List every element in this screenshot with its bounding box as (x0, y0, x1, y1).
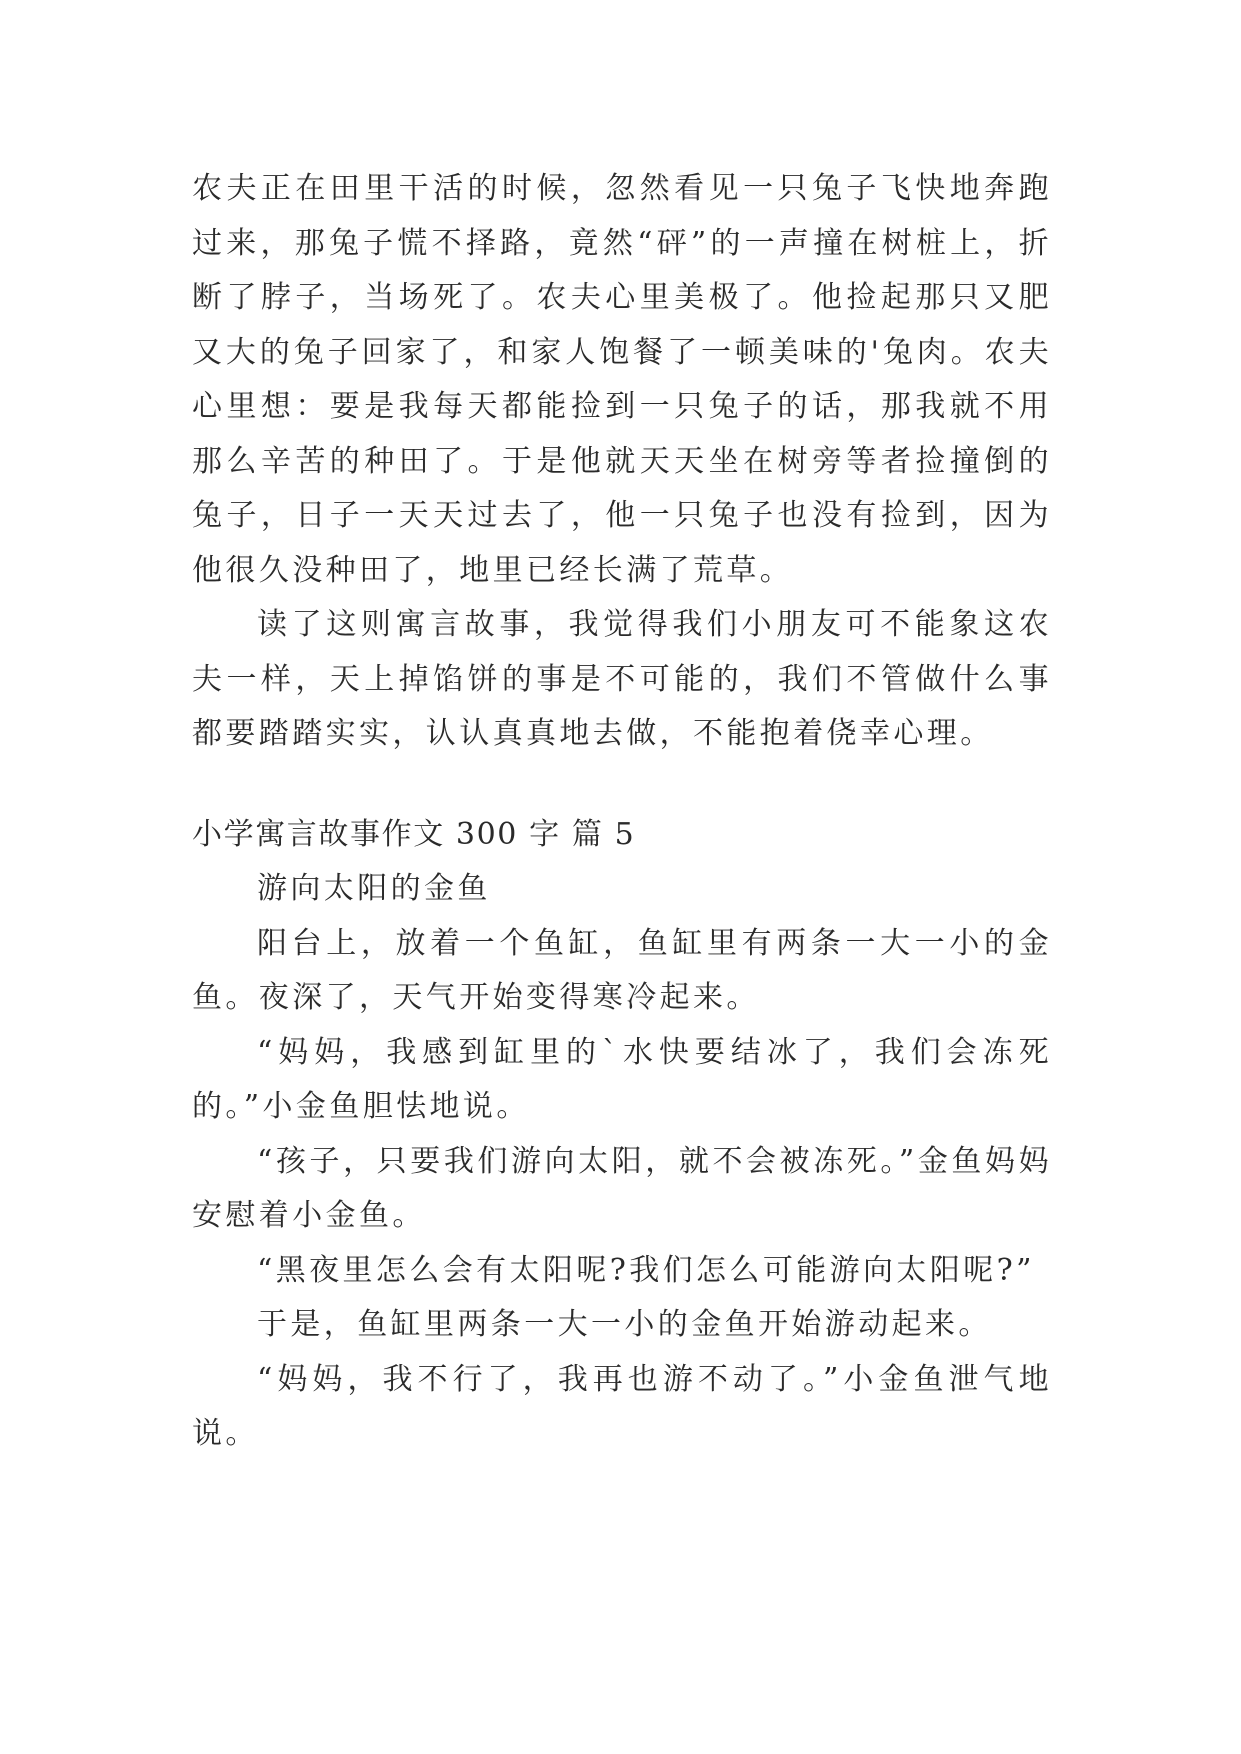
story2-paragraph-3: “孩子，只要我们游向太阳，就不会被冻死。”金鱼妈妈安慰着小金鱼。 (192, 1143, 1052, 1233)
story2-paragraph-4: “黑夜里怎么会有太阳呢?我们怎么可能游向太阳呢?” (257, 1252, 1035, 1288)
section-title: 小学寓言故事作文 300 字 篇 5 (192, 816, 636, 852)
story1-paragraph-1: 农夫正在田里干活的时候，忽然看见一只兔子飞快地奔跑过来，那兔子慌不择路，竟然“砰”的一声撞在树桩上，折断了脖子，当场死了。农夫心里美极了。他捡起那只又肥又大的兔子回家了，和家人饱餐了一顿美味的'兔肉。农夫心里想：要是我每天都能捡到一只兔子的话，那我就不用那么辛苦的种田了。于是他就天天坐在树旁等者捡撞倒的兔子，日子一天天过去了，他一只兔子也没有捡到，因为他很久没种田了，地里已经长满了荒草。 (192, 171, 1052, 588)
story-title: 游向太阳的金鱼 (257, 871, 491, 906)
story2-paragraph-6: “妈妈，我不行了，我再也游不动了。”小金鱼泄气地说。 (192, 1361, 1052, 1451)
story2-paragraph-5: 于是，鱼缸里两条一大一小的金鱼开始游动起来。 (257, 1307, 992, 1342)
document-body (192, 162, 1052, 1462)
story2-paragraph-1: 阳台上，放着一个鱼缸，鱼缸里有两条一大一小的金鱼。夜深了，天气开始变得寒冷起来。 (192, 925, 1052, 1015)
story2-paragraph-2: “妈妈，我感到缸里的`水快要结冰了，我们会冻死的。”小金鱼胆怯地说。 (192, 1034, 1052, 1124)
story1-paragraph-2: 读了这则寓言故事，我觉得我们小朋友可不能象这农夫一样，天上掉馅饼的事是不可能的，我们不管做什么事都要踏踏实实，认认真真地去做，不能抱着侥幸心理。 (192, 607, 1052, 751)
